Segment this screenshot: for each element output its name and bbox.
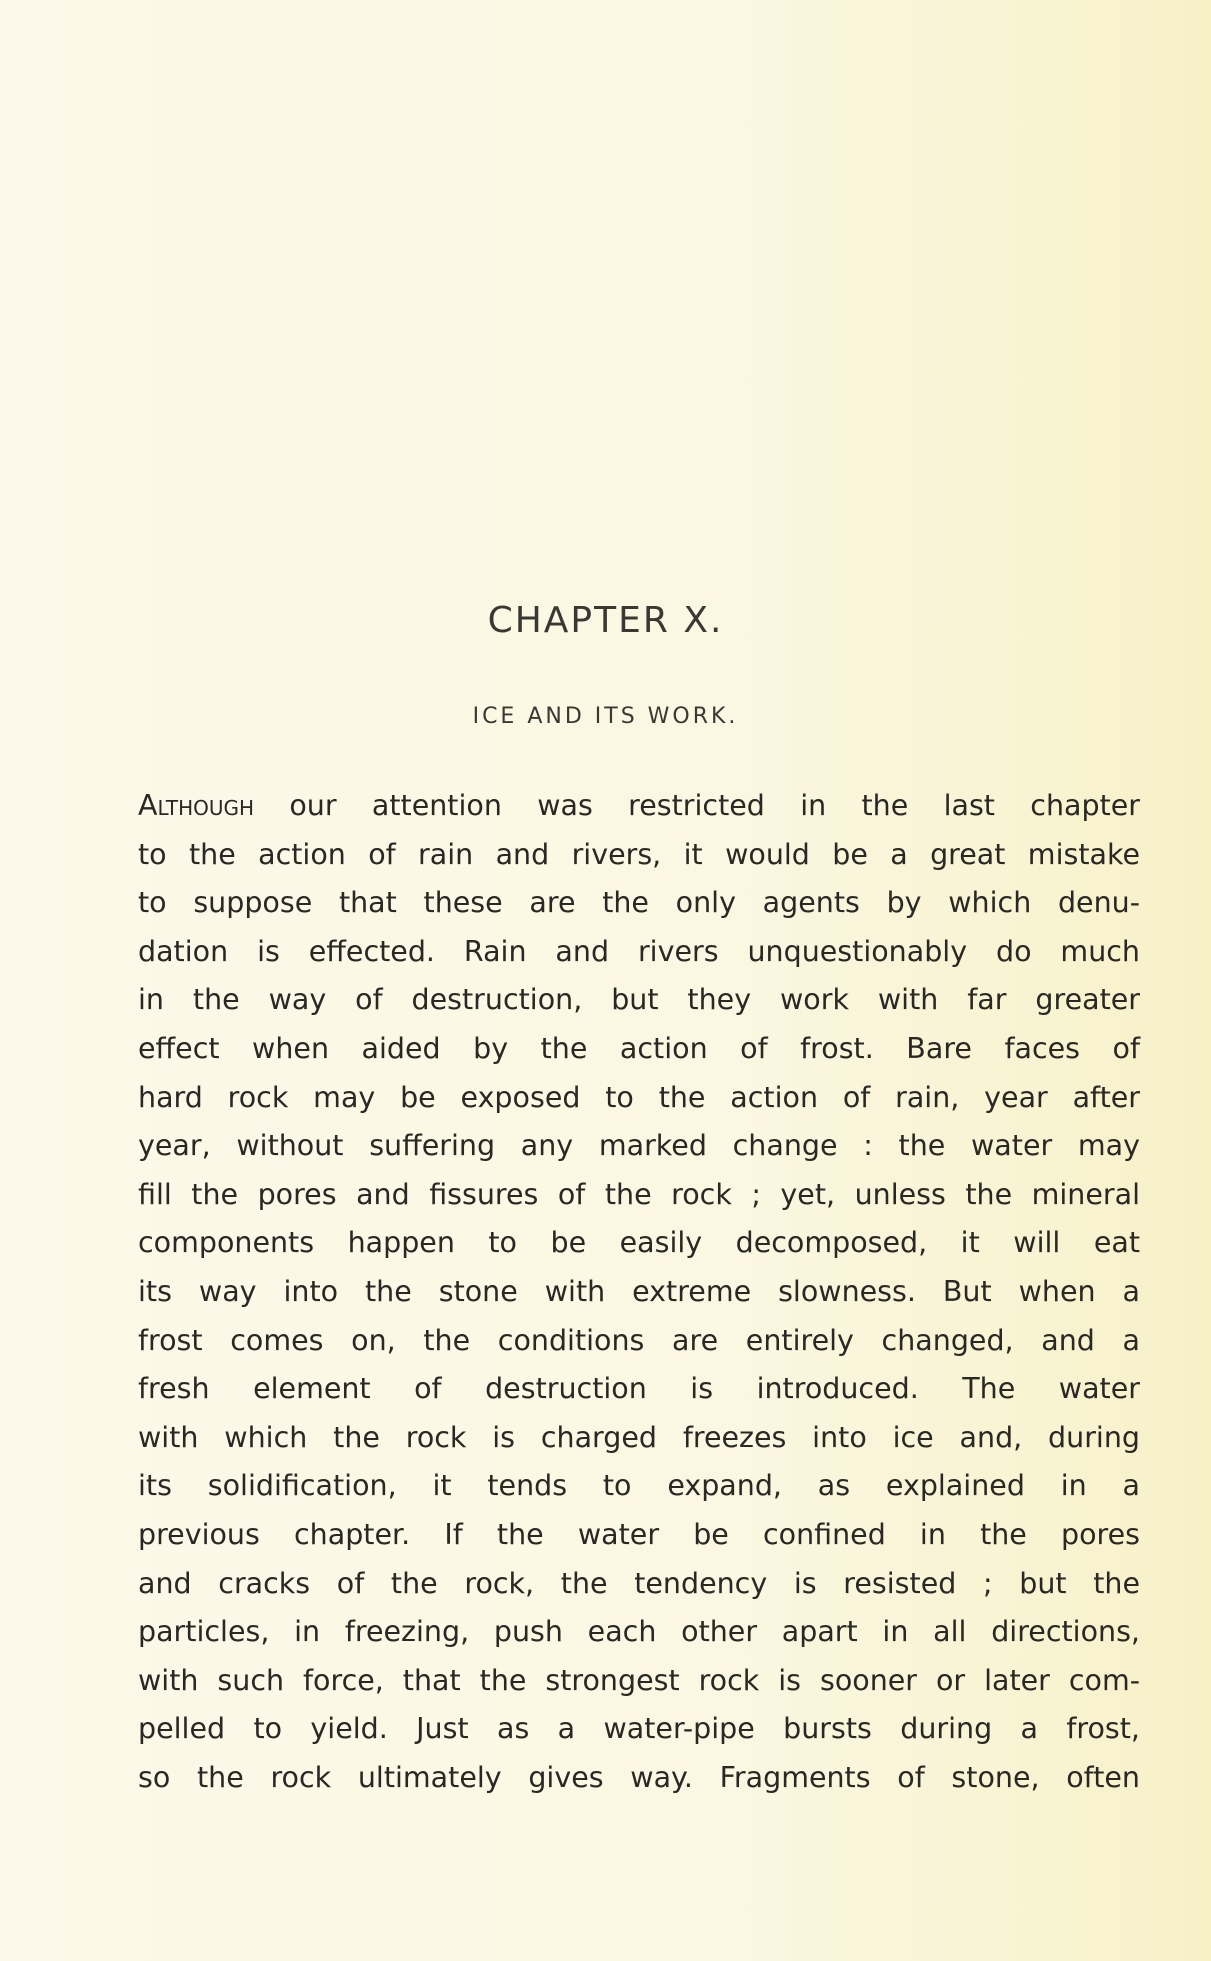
body-line: in the way of destruction, but they work with far greater	[138, 983, 1140, 1017]
chapter-heading: CHAPTER X.	[487, 600, 724, 641]
body-line: to the action of rain and rivers, it would be a great mistake	[138, 837, 1140, 871]
body-line: its way into the stone with extreme slowness. But when a	[138, 1274, 1140, 1308]
body-line: previous chapter. If the water be confined in the pores	[138, 1517, 1140, 1551]
body-line: with such force, that the strongest rock is sooner or later com-	[138, 1663, 1140, 1697]
body-line: dation is effected. Rain and rivers unquestionably do much	[138, 934, 1140, 968]
chapter-subtitle: ICE AND ITS WORK.	[472, 704, 739, 729]
body-line: components happen to be easily decomposed, it will eat	[138, 1226, 1140, 1260]
body-line: frost comes on, the conditions are entirely changed, and a	[138, 1323, 1140, 1357]
body-line: with which the rock is charged freezes into ice and, during	[138, 1420, 1140, 1454]
body-line: to suppose that these are the only agents by which denu-	[138, 886, 1140, 920]
body-line: particles, in freezing, push each other apart in all directions,	[138, 1615, 1140, 1649]
body-line: fill the pores and fissures of the rock ; yet, unless the mineral	[138, 1177, 1140, 1211]
body-line: so the rock ultimately gives way. Fragments of stone, often	[138, 1760, 1140, 1794]
body-line: its solidification, it tends to expand, as explained in a	[138, 1469, 1140, 1503]
body-text	[138, 782, 1140, 1802]
body-line: hard rock may be exposed to the action of rain, year after	[138, 1080, 1140, 1114]
body-line: and cracks of the rock, the tendency is resisted ; but the	[138, 1566, 1140, 1600]
body-line: Although our attention was restricted in the last chapter	[138, 789, 1140, 822]
body-line: effect when aided by the action of frost. Bare faces of	[138, 1031, 1140, 1065]
body-line: pelled to yield. Just as a water-pipe bursts during a frost,	[138, 1712, 1140, 1746]
opening-word: Although	[138, 789, 255, 822]
body-line: year, without suffering any marked change : the water may	[138, 1129, 1140, 1163]
body-line: fresh element of destruction is introduced. The water	[138, 1372, 1140, 1406]
